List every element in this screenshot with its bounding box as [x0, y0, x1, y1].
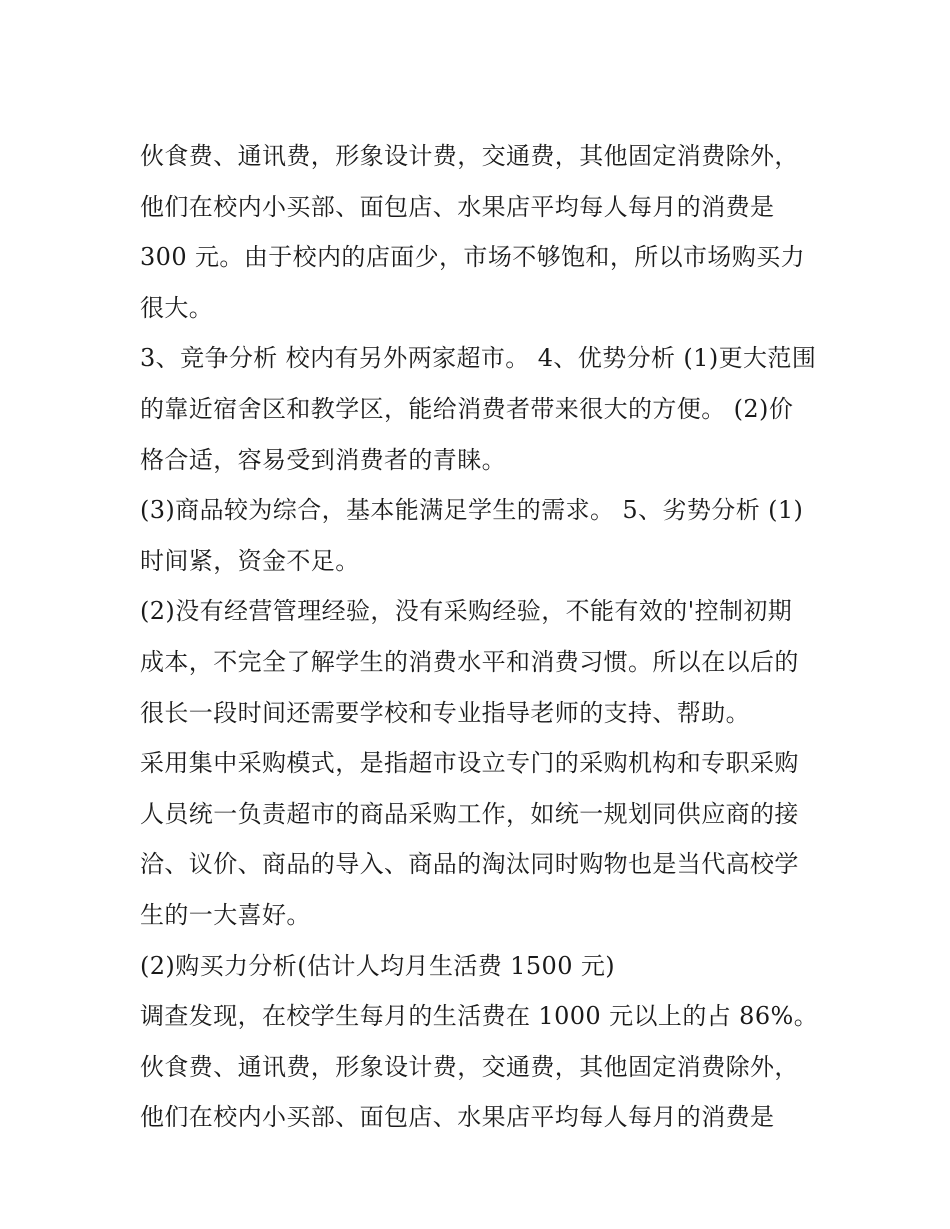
text-line-9: 时间紧，资金不足。	[140, 546, 360, 575]
text-line-16: 生的一大喜好。	[140, 900, 311, 929]
text-line-15: 洽、议价、商品的导入、商品的淘汰同时购物也是当代高校学	[140, 850, 799, 879]
text-line-3: 300 元。由于校内的店面少，市场不够饱和，所以市场购买力	[140, 243, 806, 272]
text-line-20: 他们在校内小买部、面包店、水果店平均每人每月的消费是	[140, 1103, 775, 1132]
text-line-19: 伙食费、通讯费，形象设计费，交通费，其他固定消费除外，	[140, 1052, 799, 1081]
text-line-1: 伙食费、通讯费，形象设计费，交通费，其他固定消费除外，	[140, 142, 799, 170]
text-line-2: 他们在校内小买部、面包店、水果店平均每人每月的消费是	[140, 192, 775, 221]
text-line-17: (2)购买力分析(估计人均月生活费 1500 元)	[140, 951, 616, 980]
document-body	[140, 131, 830, 1143]
text-line-8: (3)商品较为综合，基本能满足学生的需求。 5、劣势分析 (1)	[140, 496, 804, 525]
text-line-5: 3、竞争分析 校内有另外两家超市。 4、优势分析 (1)更大范围	[140, 344, 817, 373]
text-line-7: 格合适，容易受到消费者的青睐。	[140, 445, 506, 474]
text-line-14: 人员统一负责超市的商品采购工作，如统一规划同供应商的接	[140, 799, 799, 828]
text-line-12: 很长一段时间还需要学校和专业指导老师的支持、帮助。	[140, 698, 750, 727]
text-line-10: (2)没有经营管理经验，没有采购经验，不能有效的'控制初期	[140, 597, 793, 626]
text-line-11: 成本，不完全了解学生的消费水平和消费习惯。所以在以后的	[140, 647, 799, 676]
text-line-4: 很大。	[140, 293, 214, 322]
text-line-18: 调查发现，在校学生每月的生活费在 1000 元以上的占 86%。	[140, 1002, 819, 1031]
text-line-13: 采用集中采购模式，是指超市设立专门的采购机构和专职采购	[140, 749, 799, 778]
text-line-6: 的靠近宿舍区和教学区，能给消费者带来很大的方便。 (2)价	[140, 394, 794, 423]
